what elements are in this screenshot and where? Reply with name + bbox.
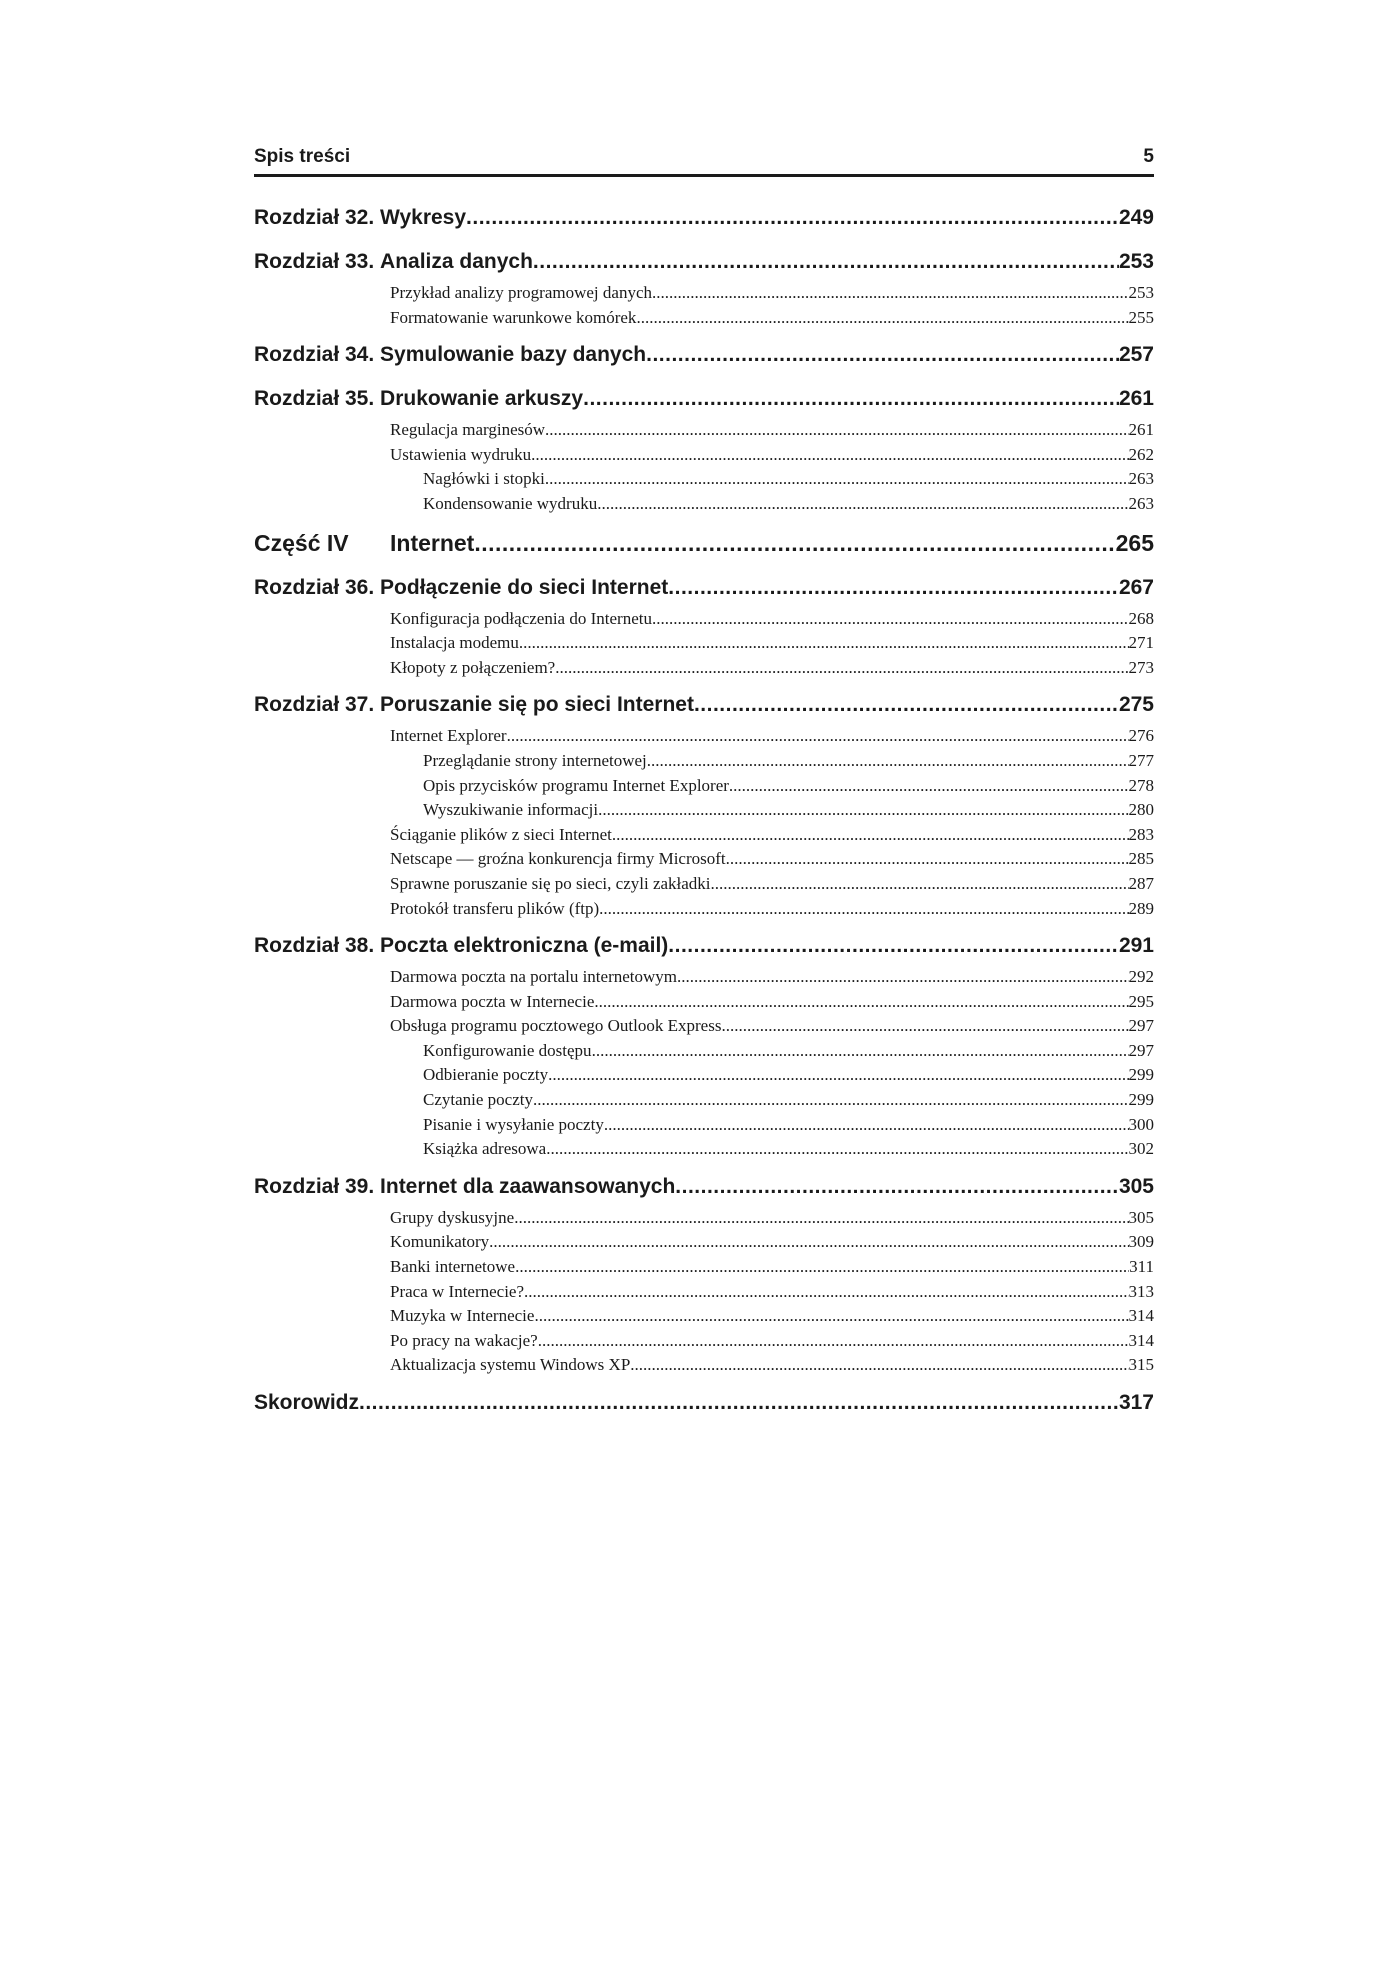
- entry-title: Regulacja marginesów: [390, 420, 546, 440]
- dot-leader: [545, 467, 1129, 492]
- toc-chapter-entry: [254, 1168, 1154, 1206]
- entry-page-number: 305: [1128, 1207, 1154, 1227]
- entry-page-number: 295: [1128, 991, 1154, 1011]
- entry-page-number: 309: [1128, 1232, 1154, 1252]
- entry-title: Książka adresowa: [423, 1139, 547, 1159]
- dot-leader: [555, 656, 1128, 681]
- dot-leader: [630, 1353, 1128, 1378]
- toc-subentry: [390, 897, 1154, 922]
- dot-leader: [524, 1280, 1128, 1305]
- entry-title: Podłączenie do sieci Internet: [380, 575, 669, 599]
- dot-leader: [489, 1230, 1128, 1255]
- entry-page-number: 313: [1128, 1281, 1154, 1301]
- entry-page-number: 271: [1128, 633, 1154, 653]
- entry-title: Skorowidz: [254, 1391, 360, 1414]
- dot-leader: [474, 523, 1115, 563]
- toc-subentry: [390, 847, 1154, 872]
- toc-subentry: [390, 306, 1154, 331]
- toc-chapter-entry: [254, 243, 1154, 281]
- entry-title: Internet Explorer: [390, 726, 507, 746]
- entry-title: Praca w Internecie?: [390, 1281, 525, 1301]
- entry-label: Rozdział 39.: [254, 1174, 381, 1198]
- dot-leader: [668, 927, 1119, 965]
- entry-title: Sprawne poruszanie się po sieci, czyli zakładki: [390, 873, 711, 893]
- toc-chapter-entry: [254, 569, 1154, 607]
- dot-leader: [538, 1329, 1129, 1354]
- entry-page-number: 299: [1128, 1065, 1154, 1085]
- entry-title: Banki internetowe: [390, 1257, 516, 1277]
- entry-title: Kłopoty z połączeniem?: [390, 657, 556, 677]
- entry-title: Formatowanie warunkowe komórek: [390, 307, 637, 327]
- running-header-title: Spis treści: [254, 146, 351, 167]
- dot-leader: [583, 380, 1119, 418]
- entry-title: Opis przycisków programu Internet Explorer: [423, 775, 729, 795]
- dot-leader: [652, 607, 1129, 632]
- entry-page-number: 263: [1128, 469, 1154, 489]
- entry-title: Czytanie poczty: [423, 1090, 533, 1110]
- entry-title: Przykład analizy programowej danych: [390, 283, 652, 302]
- entry-title: Drukowanie arkuszy: [380, 387, 584, 411]
- dot-leader: [507, 724, 1129, 749]
- entry-title: Konfigurowanie dostępu: [423, 1040, 592, 1060]
- dot-leader: [599, 897, 1128, 922]
- entry-title: Internet: [390, 529, 475, 556]
- entry-title: Wykresy: [380, 206, 467, 229]
- entry-page-number: 280: [1128, 800, 1154, 820]
- toc-chapter-entry: [254, 686, 1154, 724]
- entry-page-number: 263: [1128, 493, 1154, 513]
- table-of-contents: [254, 199, 1154, 1422]
- dot-leader: [592, 1039, 1129, 1064]
- entry-page-number: 253: [1118, 250, 1154, 273]
- dot-leader: [636, 306, 1128, 331]
- dot-leader: [597, 492, 1128, 517]
- entry-title: Instalacja modemu: [390, 633, 519, 653]
- entry-page-number: 299: [1128, 1090, 1154, 1110]
- toc-subentry: [390, 990, 1154, 1015]
- toc-chapter-entry: [254, 927, 1154, 965]
- entry-page-number: 265: [1115, 529, 1154, 556]
- entry-page-number: 261: [1128, 420, 1154, 440]
- toc-subentry: [390, 1353, 1154, 1378]
- dot-leader: [729, 774, 1129, 799]
- toc-subentry: [390, 1329, 1154, 1354]
- dot-leader: [694, 686, 1119, 724]
- toc-part-entry: [254, 523, 1154, 563]
- toc-subentry: [390, 1206, 1154, 1231]
- entry-page-number: 300: [1128, 1114, 1154, 1134]
- dot-leader: [359, 1384, 1119, 1422]
- toc-subentry: [390, 965, 1154, 990]
- dot-leader: [466, 199, 1119, 237]
- entry-title: Obsługa programu pocztowego Outlook Express: [390, 1016, 722, 1036]
- entry-label: Rozdział 33.: [254, 250, 381, 273]
- dot-leader: [533, 1088, 1129, 1113]
- dot-leader: [604, 1113, 1129, 1138]
- dot-leader: [594, 990, 1128, 1015]
- running-header: [254, 146, 1154, 177]
- entry-label: Rozdział 35.: [254, 387, 381, 411]
- entry-title: Pisanie i wysyłanie poczty: [423, 1114, 604, 1134]
- dot-leader: [515, 1255, 1129, 1280]
- dot-leader: [647, 749, 1129, 774]
- toc-subentry: [423, 774, 1154, 799]
- entry-page-number: 314: [1128, 1330, 1154, 1350]
- toc-chapter-entry: [254, 199, 1154, 237]
- dot-leader: [677, 965, 1128, 990]
- toc-subentry: [390, 1304, 1154, 1329]
- entry-title: Odbieranie poczty: [423, 1065, 549, 1085]
- entry-page-number: 285: [1128, 849, 1154, 869]
- toc-subentry: [390, 1230, 1154, 1255]
- entry-page-number: 289: [1128, 898, 1154, 918]
- entry-page-number: 311: [1129, 1257, 1154, 1277]
- entry-page-number: 253: [1128, 283, 1154, 302]
- toc-subentry: [390, 418, 1154, 443]
- entry-page-number: 267: [1118, 575, 1154, 599]
- toc-subentry: [390, 607, 1154, 632]
- entry-title: Ściąganie plików z sieci Internet: [390, 824, 612, 844]
- entry-title: Nagłówki i stopki: [423, 469, 545, 489]
- dot-leader: [534, 1304, 1128, 1329]
- entry-page-number: 291: [1118, 934, 1154, 958]
- entry-label: Rozdział 36.: [254, 575, 381, 599]
- toc-subentry: [423, 1113, 1154, 1138]
- entry-page-number: 273: [1128, 657, 1154, 677]
- entry-title: Muzyka w Internecie: [390, 1306, 535, 1326]
- entry-title: Analiza danych: [380, 250, 533, 273]
- toc-subentry: [423, 1137, 1154, 1162]
- running-header-page-number: 5: [1143, 146, 1154, 167]
- entry-title: Protokół transferu plików (ftp): [390, 898, 600, 918]
- entry-title: Darmowa poczta na portalu internetowym: [390, 967, 678, 987]
- entry-label: Część IV: [254, 529, 349, 556]
- entry-page-number: 275: [1118, 693, 1154, 717]
- toc-subentry: [390, 656, 1154, 681]
- entry-label: Rozdział 38.: [254, 934, 381, 958]
- entry-page-number: 287: [1128, 873, 1154, 893]
- entry-title: Poruszanie się po sieci Internet: [380, 693, 694, 717]
- dot-leader: [531, 443, 1128, 468]
- entry-title: Przeglądanie strony internetowej: [423, 750, 647, 770]
- toc-subentry: [423, 1039, 1154, 1064]
- entry-title: Komunikatory: [390, 1232, 490, 1252]
- entry-page-number: 276: [1128, 726, 1154, 746]
- entry-page-number: 305: [1118, 1174, 1154, 1198]
- dot-leader: [726, 847, 1129, 872]
- entry-page-number: 302: [1128, 1139, 1154, 1159]
- toc-subentry: [390, 823, 1154, 848]
- entry-page-number: 283: [1128, 824, 1154, 844]
- entry-page-number: 255: [1128, 307, 1154, 327]
- dot-leader: [646, 336, 1119, 374]
- toc-subentry: [390, 281, 1154, 306]
- entry-title: Konfiguracja podłączenia do Internetu: [390, 608, 652, 628]
- toc-subentry: [390, 1280, 1154, 1305]
- dot-leader: [546, 1137, 1128, 1162]
- entry-page-number: 315: [1128, 1355, 1154, 1375]
- entry-title: Aktualizacja systemu Windows XP: [390, 1355, 631, 1375]
- entry-title: Poczta elektroniczna (e-mail): [380, 934, 669, 958]
- dot-leader: [675, 1168, 1119, 1206]
- toc-subentry: [423, 1088, 1154, 1113]
- toc-subentry: [423, 492, 1154, 517]
- entry-title: Grupy dyskusyjne: [390, 1207, 515, 1227]
- dot-leader: [533, 243, 1119, 281]
- dot-leader: [711, 872, 1129, 897]
- toc-chapter-entry: [254, 336, 1154, 374]
- entry-page-number: 261: [1118, 387, 1154, 411]
- entry-page-number: 317: [1118, 1391, 1154, 1414]
- entry-page-number: 297: [1128, 1040, 1154, 1060]
- toc-index-entry: [254, 1384, 1154, 1422]
- entry-label: Rozdział 34.: [254, 343, 381, 367]
- toc-subentry: [390, 631, 1154, 656]
- dot-leader: [652, 281, 1129, 306]
- entry-page-number: 268: [1128, 608, 1154, 628]
- toc-subentry: [390, 1255, 1154, 1280]
- dot-leader: [519, 631, 1129, 656]
- entry-page-number: 314: [1128, 1306, 1154, 1326]
- entry-title: Symulowanie bazy danych: [380, 343, 647, 367]
- entry-label: Rozdział 37.: [254, 693, 381, 717]
- toc-page: [254, 146, 1154, 1422]
- entry-page-number: 292: [1128, 967, 1154, 987]
- dot-leader: [612, 823, 1129, 848]
- toc-subentry: [423, 1063, 1154, 1088]
- toc-chapter-entry: [254, 380, 1154, 418]
- dot-leader: [668, 569, 1119, 607]
- entry-page-number: 278: [1128, 775, 1154, 795]
- entry-page-number: 277: [1128, 750, 1154, 770]
- entry-page-number: 297: [1128, 1016, 1154, 1036]
- dot-leader: [598, 798, 1128, 823]
- toc-subentry: [390, 724, 1154, 749]
- dot-leader: [545, 418, 1128, 443]
- entry-title: Kondensowanie wydruku: [423, 493, 598, 513]
- entry-title: Darmowa poczta w Internecie: [390, 991, 595, 1011]
- toc-subentry: [423, 798, 1154, 823]
- toc-subentry: [423, 467, 1154, 492]
- dot-leader: [514, 1206, 1128, 1231]
- entry-title: Wyszukiwanie informacji: [423, 800, 599, 820]
- toc-subentry: [390, 1014, 1154, 1039]
- toc-subentry: [390, 872, 1154, 897]
- dot-leader: [721, 1014, 1128, 1039]
- entry-title: Netscape — groźna konkurencja firmy Microsoft: [390, 849, 726, 869]
- entry-page-number: 262: [1128, 444, 1154, 464]
- dot-leader: [548, 1063, 1128, 1088]
- entry-label: Rozdział 32.: [254, 206, 381, 229]
- toc-subentry: [390, 443, 1154, 468]
- entry-title: Po pracy na wakacje?: [390, 1330, 538, 1350]
- toc-subentry: [423, 749, 1154, 774]
- entry-title: Internet dla zaawansowanych: [380, 1174, 676, 1198]
- entry-page-number: 249: [1118, 206, 1154, 229]
- entry-title: Ustawienia wydruku: [390, 444, 532, 464]
- entry-page-number: 257: [1118, 343, 1154, 367]
